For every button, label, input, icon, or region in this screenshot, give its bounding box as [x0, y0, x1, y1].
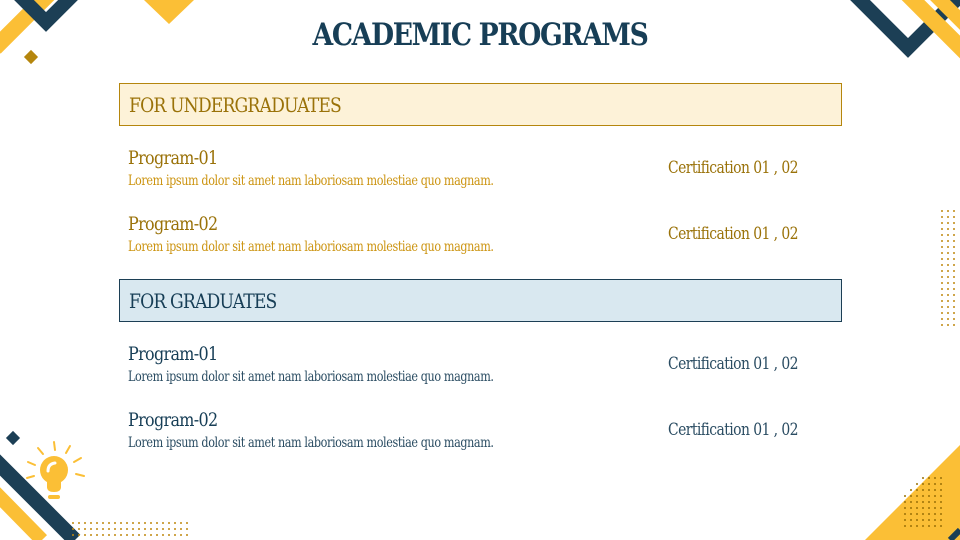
- program-item: [128, 343, 828, 393]
- program-item: [128, 213, 828, 263]
- program-description: Lorem ipsum dolor sit amet nam laboriosam molestiae quo magnam.: [128, 173, 494, 189]
- program-name: Program-02: [128, 213, 218, 235]
- section-header-undergraduates: [119, 83, 842, 126]
- page-title: ACADEMIC PROGRAMS: [312, 17, 648, 53]
- bottom-right-corner-decoration: [865, 445, 960, 540]
- program-name: Program-01: [128, 343, 218, 365]
- program-item: [128, 409, 828, 459]
- lightbulb-icon: [24, 440, 88, 504]
- section-header-graduates: [119, 279, 842, 322]
- program-name: Program-01: [128, 147, 218, 169]
- section-header-label: FOR UNDERGRADUATES: [129, 92, 341, 117]
- program-description: Lorem ipsum dolor sit amet nam laboriosam molestiae quo magnam.: [128, 239, 494, 255]
- program-certification: Certification 01 , 02: [668, 420, 798, 440]
- section-header-label: FOR GRADUATES: [129, 288, 277, 313]
- program-certification: Certification 01 , 02: [668, 158, 798, 178]
- program-item: [128, 147, 828, 197]
- dot-pattern-bottom: [72, 522, 188, 536]
- program-certification: Certification 01 , 02: [668, 354, 798, 374]
- dot-pattern-right: [941, 210, 955, 326]
- program-description: Lorem ipsum dolor sit amet nam laboriosam molestiae quo magnam.: [128, 369, 494, 385]
- program-description: Lorem ipsum dolor sit amet nam laboriosam molestiae quo magnam.: [128, 435, 494, 451]
- program-certification: Certification 01 , 02: [668, 224, 798, 244]
- program-name: Program-02: [128, 409, 218, 431]
